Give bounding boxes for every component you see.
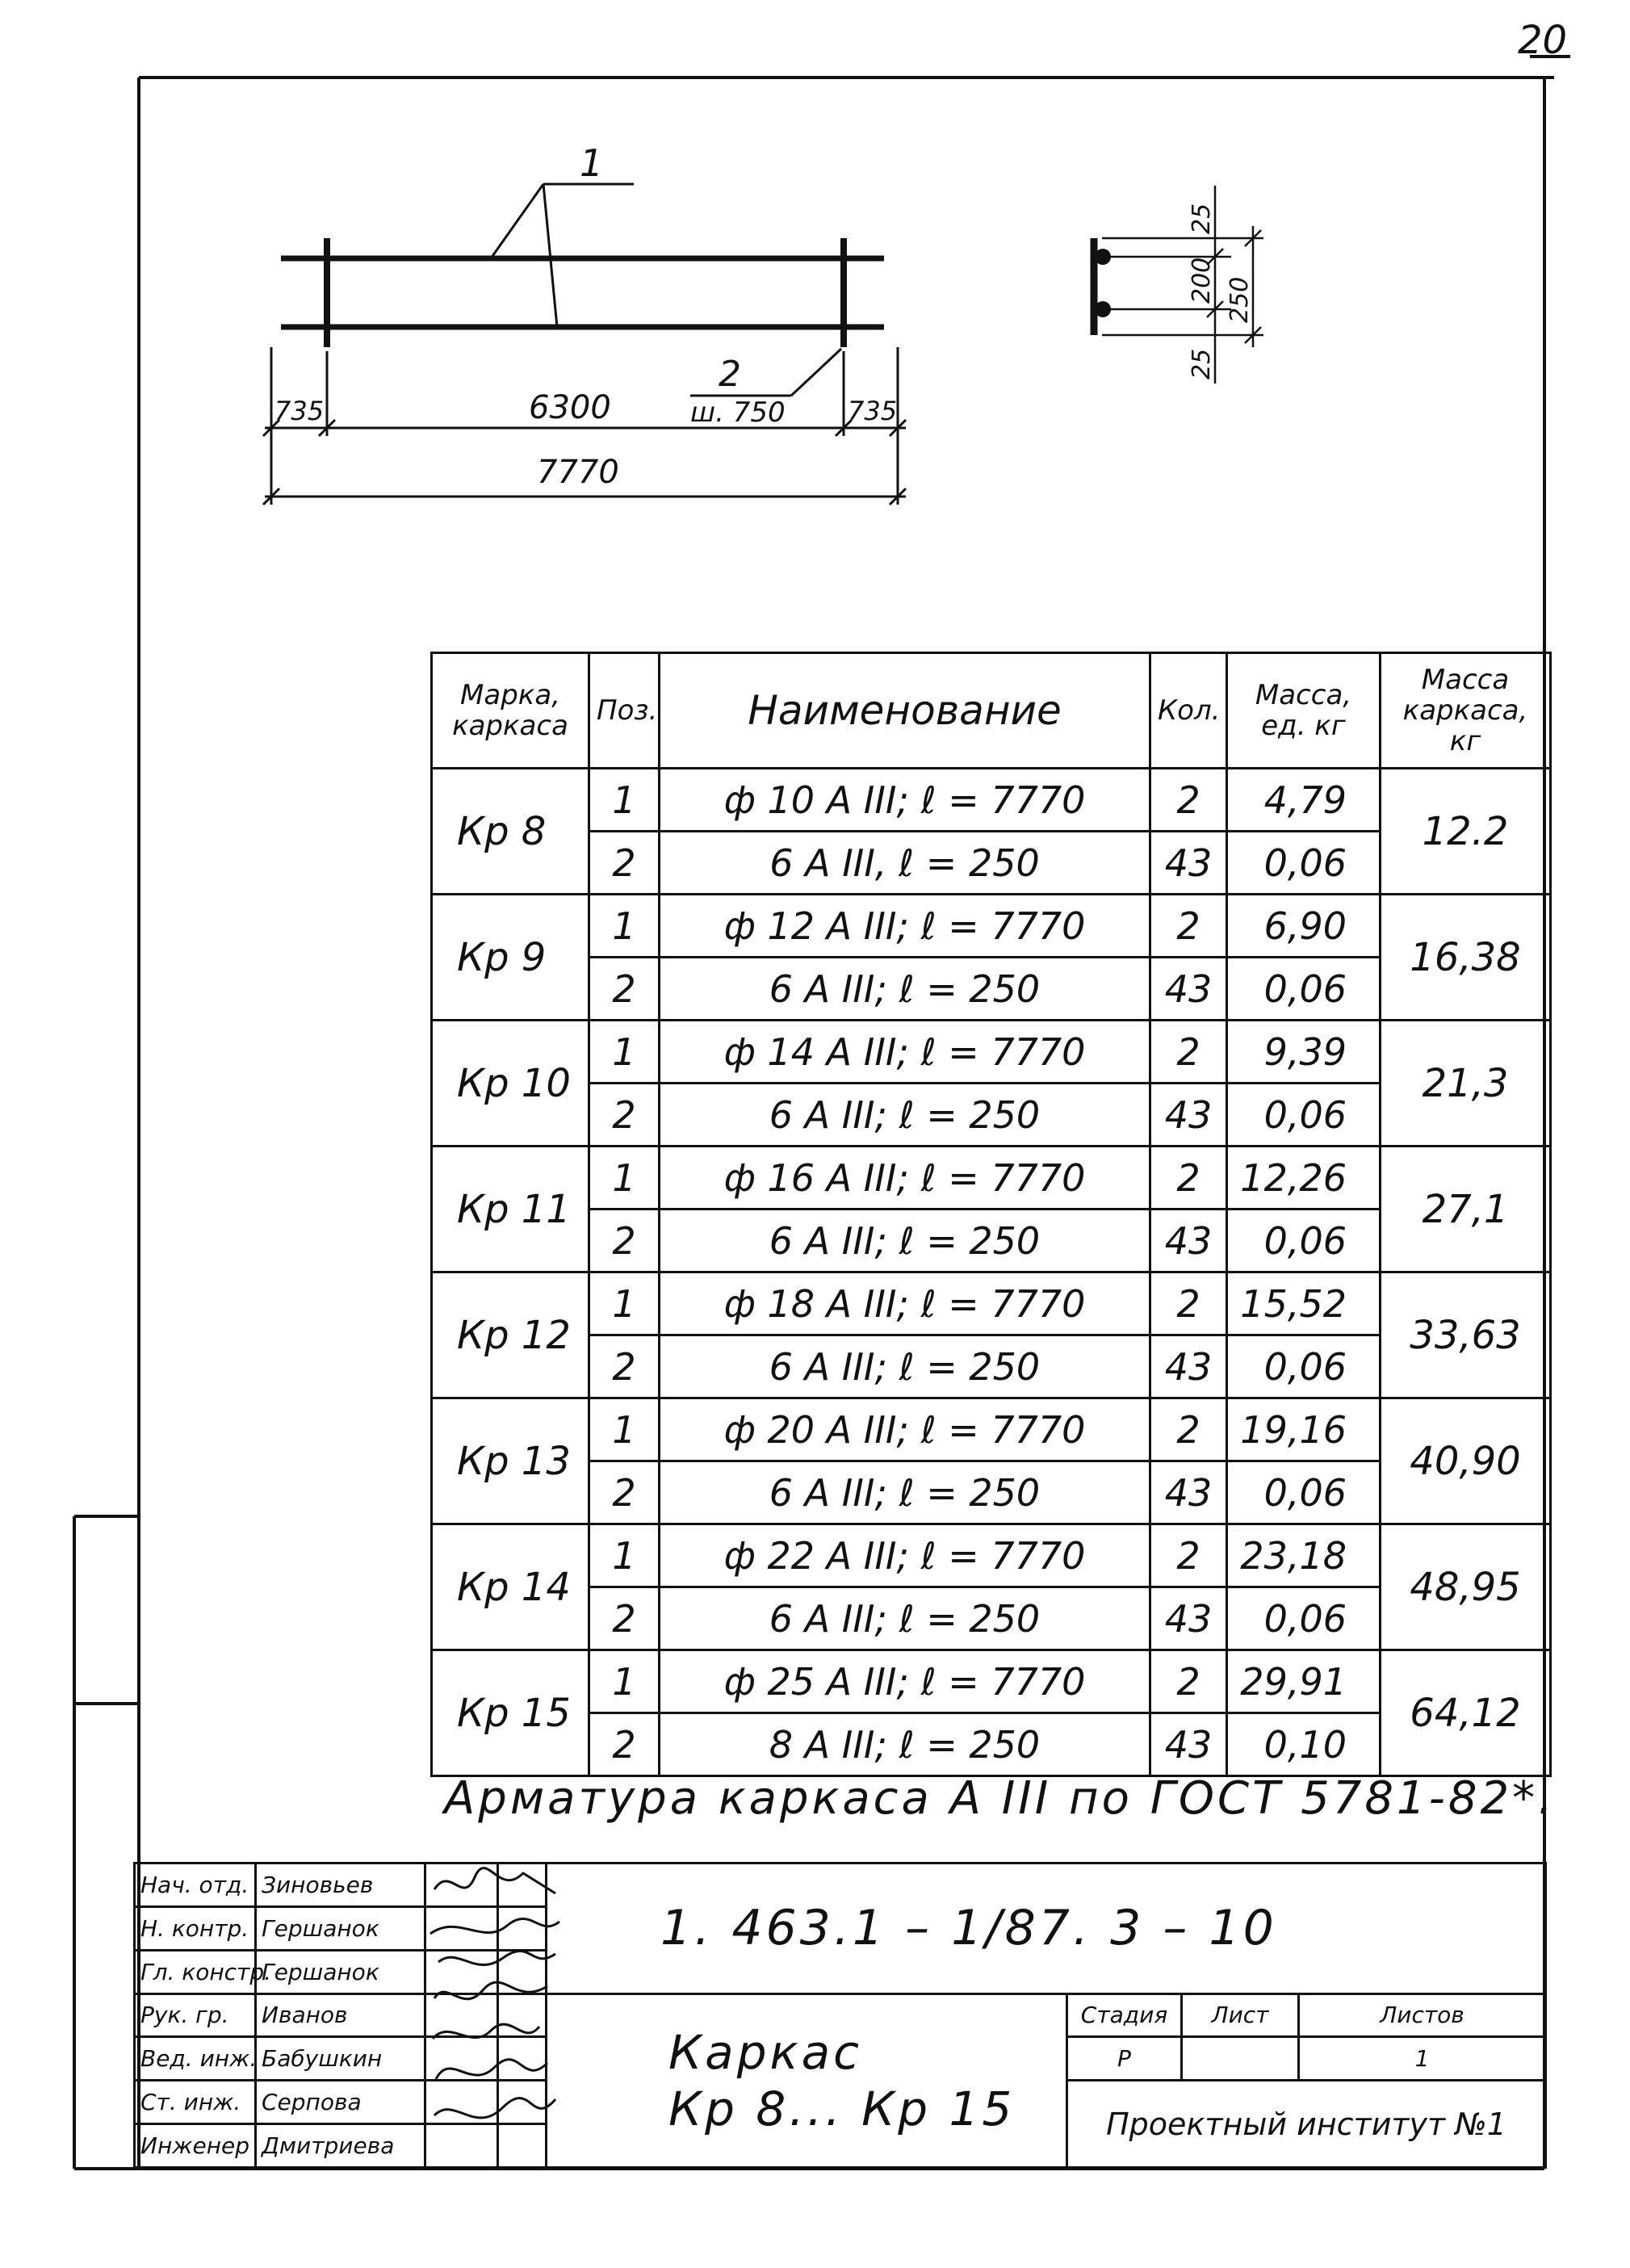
unit-mass: 0,06 (1227, 1084, 1381, 1147)
position: 1 (589, 1650, 660, 1713)
title-block (133, 1862, 1547, 2169)
table-header-row (432, 653, 1551, 769)
frame-mass: 48,95 (1381, 1524, 1551, 1650)
table-row (432, 769, 1551, 832)
table-row (432, 1147, 1551, 1209)
header-name: Наименование (660, 653, 1150, 769)
frame-mark: Кр 12 (432, 1272, 589, 1398)
unit-mass: 15,52 (1227, 1272, 1381, 1335)
unit-mass: 0,06 (1227, 1587, 1381, 1650)
header-qty: Кол. (1150, 653, 1227, 769)
item-name: ф 18 А III; ℓ = 7770 (660, 1272, 1150, 1335)
signature-name: Дмитриева (256, 2124, 425, 2168)
unit-mass: 23,18 (1227, 1524, 1381, 1587)
signature-name: Гершанок (256, 1906, 425, 1950)
frame-section-drawing (1066, 161, 1308, 404)
unit-mass: 19,16 (1227, 1398, 1381, 1461)
dim-right: 735 (848, 396, 898, 426)
stage-value: Р (1067, 2037, 1182, 2081)
position: 1 (589, 1147, 660, 1209)
quantity: 43 (1150, 1587, 1227, 1650)
quantity: 2 (1150, 1021, 1227, 1084)
item-name: ф 10 А III; ℓ = 7770 (660, 769, 1150, 832)
dim-total: 7770 (537, 454, 619, 491)
table-row (432, 1021, 1551, 1084)
frame-mass: 40,90 (1381, 1398, 1551, 1524)
quantity: 43 (1150, 1335, 1227, 1398)
frame-mark: Кр 10 (432, 1021, 589, 1147)
section-dim-top: 25 (1188, 203, 1216, 234)
frame-mark: Кр 15 (432, 1650, 589, 1776)
drawing-title-line2: Кр 8... Кр 15 (668, 2081, 1016, 2136)
section-bar-top (1095, 249, 1111, 265)
item-name: 6 А III; ℓ = 250 (660, 1461, 1150, 1524)
stage-label: Стадия (1067, 1993, 1182, 2037)
callout-pos-2: 2 (719, 354, 741, 395)
item-name: 6 А III; ℓ = 250 (660, 1587, 1150, 1650)
item-name: ф 22 А III; ℓ = 7770 (660, 1524, 1150, 1587)
frame-mark: Кр 9 (432, 895, 589, 1021)
unit-mass: 4,79 (1227, 769, 1381, 832)
position: 1 (589, 1524, 660, 1587)
position: 2 (589, 832, 660, 895)
unit-mass: 9,39 (1227, 1021, 1381, 1084)
position: 1 (589, 1398, 660, 1461)
position: 1 (589, 895, 660, 958)
signature-name: Серпова (256, 2081, 425, 2124)
position: 1 (589, 1021, 660, 1084)
quantity: 2 (1150, 1524, 1227, 1587)
quantity: 43 (1150, 1461, 1227, 1524)
frame-elevation-drawing (242, 129, 937, 533)
quantity: 2 (1150, 1272, 1227, 1335)
quantity: 43 (1150, 1713, 1227, 1776)
item-name: 6 А III, ℓ = 250 (660, 832, 1150, 895)
table-row (432, 1272, 1551, 1335)
position: 2 (589, 1335, 660, 1398)
header-pos: Поз. (589, 653, 660, 769)
drawing-title (547, 1993, 1067, 2167)
signature-row (135, 1993, 1546, 2037)
header-frame-mass: Масса каркаса, кг (1381, 653, 1551, 769)
header-mark: Марка, каркаса (432, 653, 589, 769)
callout-pos-1: 1 (580, 141, 604, 185)
signature-role: Рук. гр. (135, 1993, 256, 2037)
table-row (432, 895, 1551, 958)
quantity: 2 (1150, 1147, 1227, 1209)
signature-name: Зиновьев (256, 1863, 425, 1907)
frame-mass: 27,1 (1381, 1147, 1551, 1272)
page-number: 20 (1518, 18, 1568, 63)
signature-role: Нач. отд. (135, 1863, 256, 1907)
position: 2 (589, 1713, 660, 1776)
unit-mass: 0,10 (1227, 1713, 1381, 1776)
item-name: ф 14 А III; ℓ = 7770 (660, 1021, 1150, 1084)
quantity: 43 (1150, 832, 1227, 895)
signature-row (135, 1863, 1546, 1907)
unit-mass: 0,06 (1227, 1209, 1381, 1272)
unit-mass: 29,91 (1227, 1650, 1381, 1713)
signature-role: Гл. констр. (135, 1950, 256, 1993)
sheet-label: Лист (1182, 1993, 1299, 2037)
unit-mass: 0,06 (1227, 832, 1381, 895)
unit-mass: 12,26 (1227, 1147, 1381, 1209)
unit-mass: 0,06 (1227, 958, 1381, 1021)
item-name: 6 А III; ℓ = 250 (660, 1209, 1150, 1272)
header-unit-mass: Масса, ед. кг (1227, 653, 1381, 769)
position: 2 (589, 958, 660, 1021)
signature-name: Гершанок (256, 1950, 425, 1993)
item-name: 8 А III; ℓ = 250 (660, 1713, 1150, 1776)
quantity: 2 (1150, 1650, 1227, 1713)
specification-table (430, 652, 1552, 1777)
signature-role: Ст. инж. (135, 2081, 256, 2124)
document-code (547, 1863, 1546, 1994)
item-name: ф 25 А III; ℓ = 7770 (660, 1650, 1150, 1713)
signature-role: Инженер (135, 2124, 256, 2168)
unit-mass: 0,06 (1227, 1335, 1381, 1398)
document-code-text: 1. 463.1 – 1/87. 3 – 10 (660, 1900, 1277, 1957)
section-dim-mid: 200 (1188, 257, 1216, 304)
quantity: 2 (1150, 1398, 1227, 1461)
section-dim-bottom: 25 (1188, 348, 1216, 379)
signature-role: Н. контр. (135, 1906, 256, 1950)
signature-scribbles (426, 1857, 564, 2172)
quantity: 43 (1150, 958, 1227, 1021)
unit-mass: 6,90 (1227, 895, 1381, 958)
signature-name: Иванов (256, 1993, 425, 2037)
frame-mass: 12.2 (1381, 769, 1551, 895)
item-name: ф 20 А III; ℓ = 7770 (660, 1398, 1150, 1461)
frame-mark: Кр 13 (432, 1398, 589, 1524)
section-bar-bottom (1095, 301, 1111, 317)
quantity: 43 (1150, 1084, 1227, 1147)
sheets-label: Листов (1299, 1993, 1546, 2037)
frame-mass: 21,3 (1381, 1021, 1551, 1147)
position: 2 (589, 1461, 660, 1524)
item-name: ф 12 А III; ℓ = 7770 (660, 895, 1150, 958)
table-row (432, 1650, 1551, 1713)
item-name: ф 16 А III; ℓ = 7770 (660, 1147, 1150, 1209)
section-dim-total: 250 (1226, 276, 1254, 323)
frame-mass: 64,12 (1381, 1650, 1551, 1776)
frame-mark: Кр 14 (432, 1524, 589, 1650)
table-row (432, 1398, 1551, 1461)
dim-middle: 6300 (529, 389, 611, 426)
drawing-title-line1: Каркас (668, 2024, 862, 2080)
pos2-spacing: ш. 750 (690, 396, 786, 429)
reinforcement-note: Арматура каркаса А III по ГОСТ 5781-82*. (444, 1772, 1556, 1825)
item-name: 6 А III; ℓ = 250 (660, 1335, 1150, 1398)
organization: Проектный институт №1 (1067, 2081, 1546, 2168)
item-name: 6 А III; ℓ = 250 (660, 1084, 1150, 1147)
item-name: 6 А III; ℓ = 250 (660, 958, 1150, 1021)
sheet-value (1182, 2037, 1299, 2081)
position: 2 (589, 1084, 660, 1147)
signature-name: Бабушкин (256, 2037, 425, 2081)
frame-mark: Кр 8 (432, 769, 589, 895)
quantity: 2 (1150, 769, 1227, 832)
table-row (432, 1524, 1551, 1587)
frame-mass: 16,38 (1381, 895, 1551, 1021)
sheets-value: 1 (1299, 2037, 1546, 2081)
frame-mass: 33,63 (1381, 1272, 1551, 1398)
position: 2 (589, 1587, 660, 1650)
dim-left: 735 (274, 396, 325, 426)
unit-mass: 0,06 (1227, 1461, 1381, 1524)
position: 1 (589, 769, 660, 832)
position: 1 (589, 1272, 660, 1335)
quantity: 2 (1150, 895, 1227, 958)
signature-role: Вед. инж. (135, 2037, 256, 2081)
frame-mark: Кр 11 (432, 1147, 589, 1272)
quantity: 43 (1150, 1209, 1227, 1272)
position: 2 (589, 1209, 660, 1272)
